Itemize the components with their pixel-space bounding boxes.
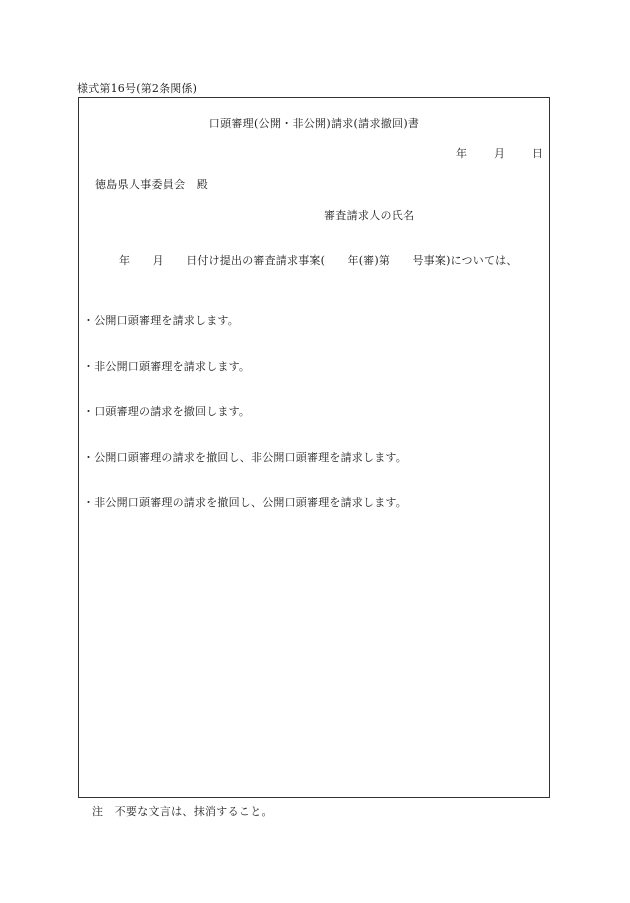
option-item: ・口頭審理の請求を撤回します。: [83, 405, 251, 419]
footnote: 注 不要な文言は、抹消すること。: [92, 805, 273, 818]
month-label: 月: [494, 147, 505, 160]
date-line: [451, 145, 543, 161]
requester-name-label: 審査請求人の氏名: [324, 209, 415, 222]
form-title: 口頭審理(公開・非公開)請求(請求撤回)書: [208, 117, 420, 130]
addressee: 徳島県人事委員会 殿: [95, 178, 208, 191]
form-number: 様式第16号(第2条関係): [77, 82, 198, 95]
intro-text: 年 月 日付け提出の審査請求事案( 年(審)第 号事案)については、: [119, 254, 518, 267]
option-list: [83, 314, 407, 542]
option-item: ・非公開口頭審理を請求します。: [83, 359, 251, 373]
year-label: 年: [456, 147, 467, 160]
day-label: 日: [532, 147, 543, 160]
option-item: ・非公開口頭審理の請求を撤回し、公開口頭審理を請求します。: [83, 496, 407, 510]
form-box: [78, 97, 550, 798]
option-item: ・公開口頭審理の請求を撤回し、非公開口頭審理を請求します。: [83, 450, 407, 464]
option-item: ・公開口頭審理を請求します。: [83, 314, 239, 327]
